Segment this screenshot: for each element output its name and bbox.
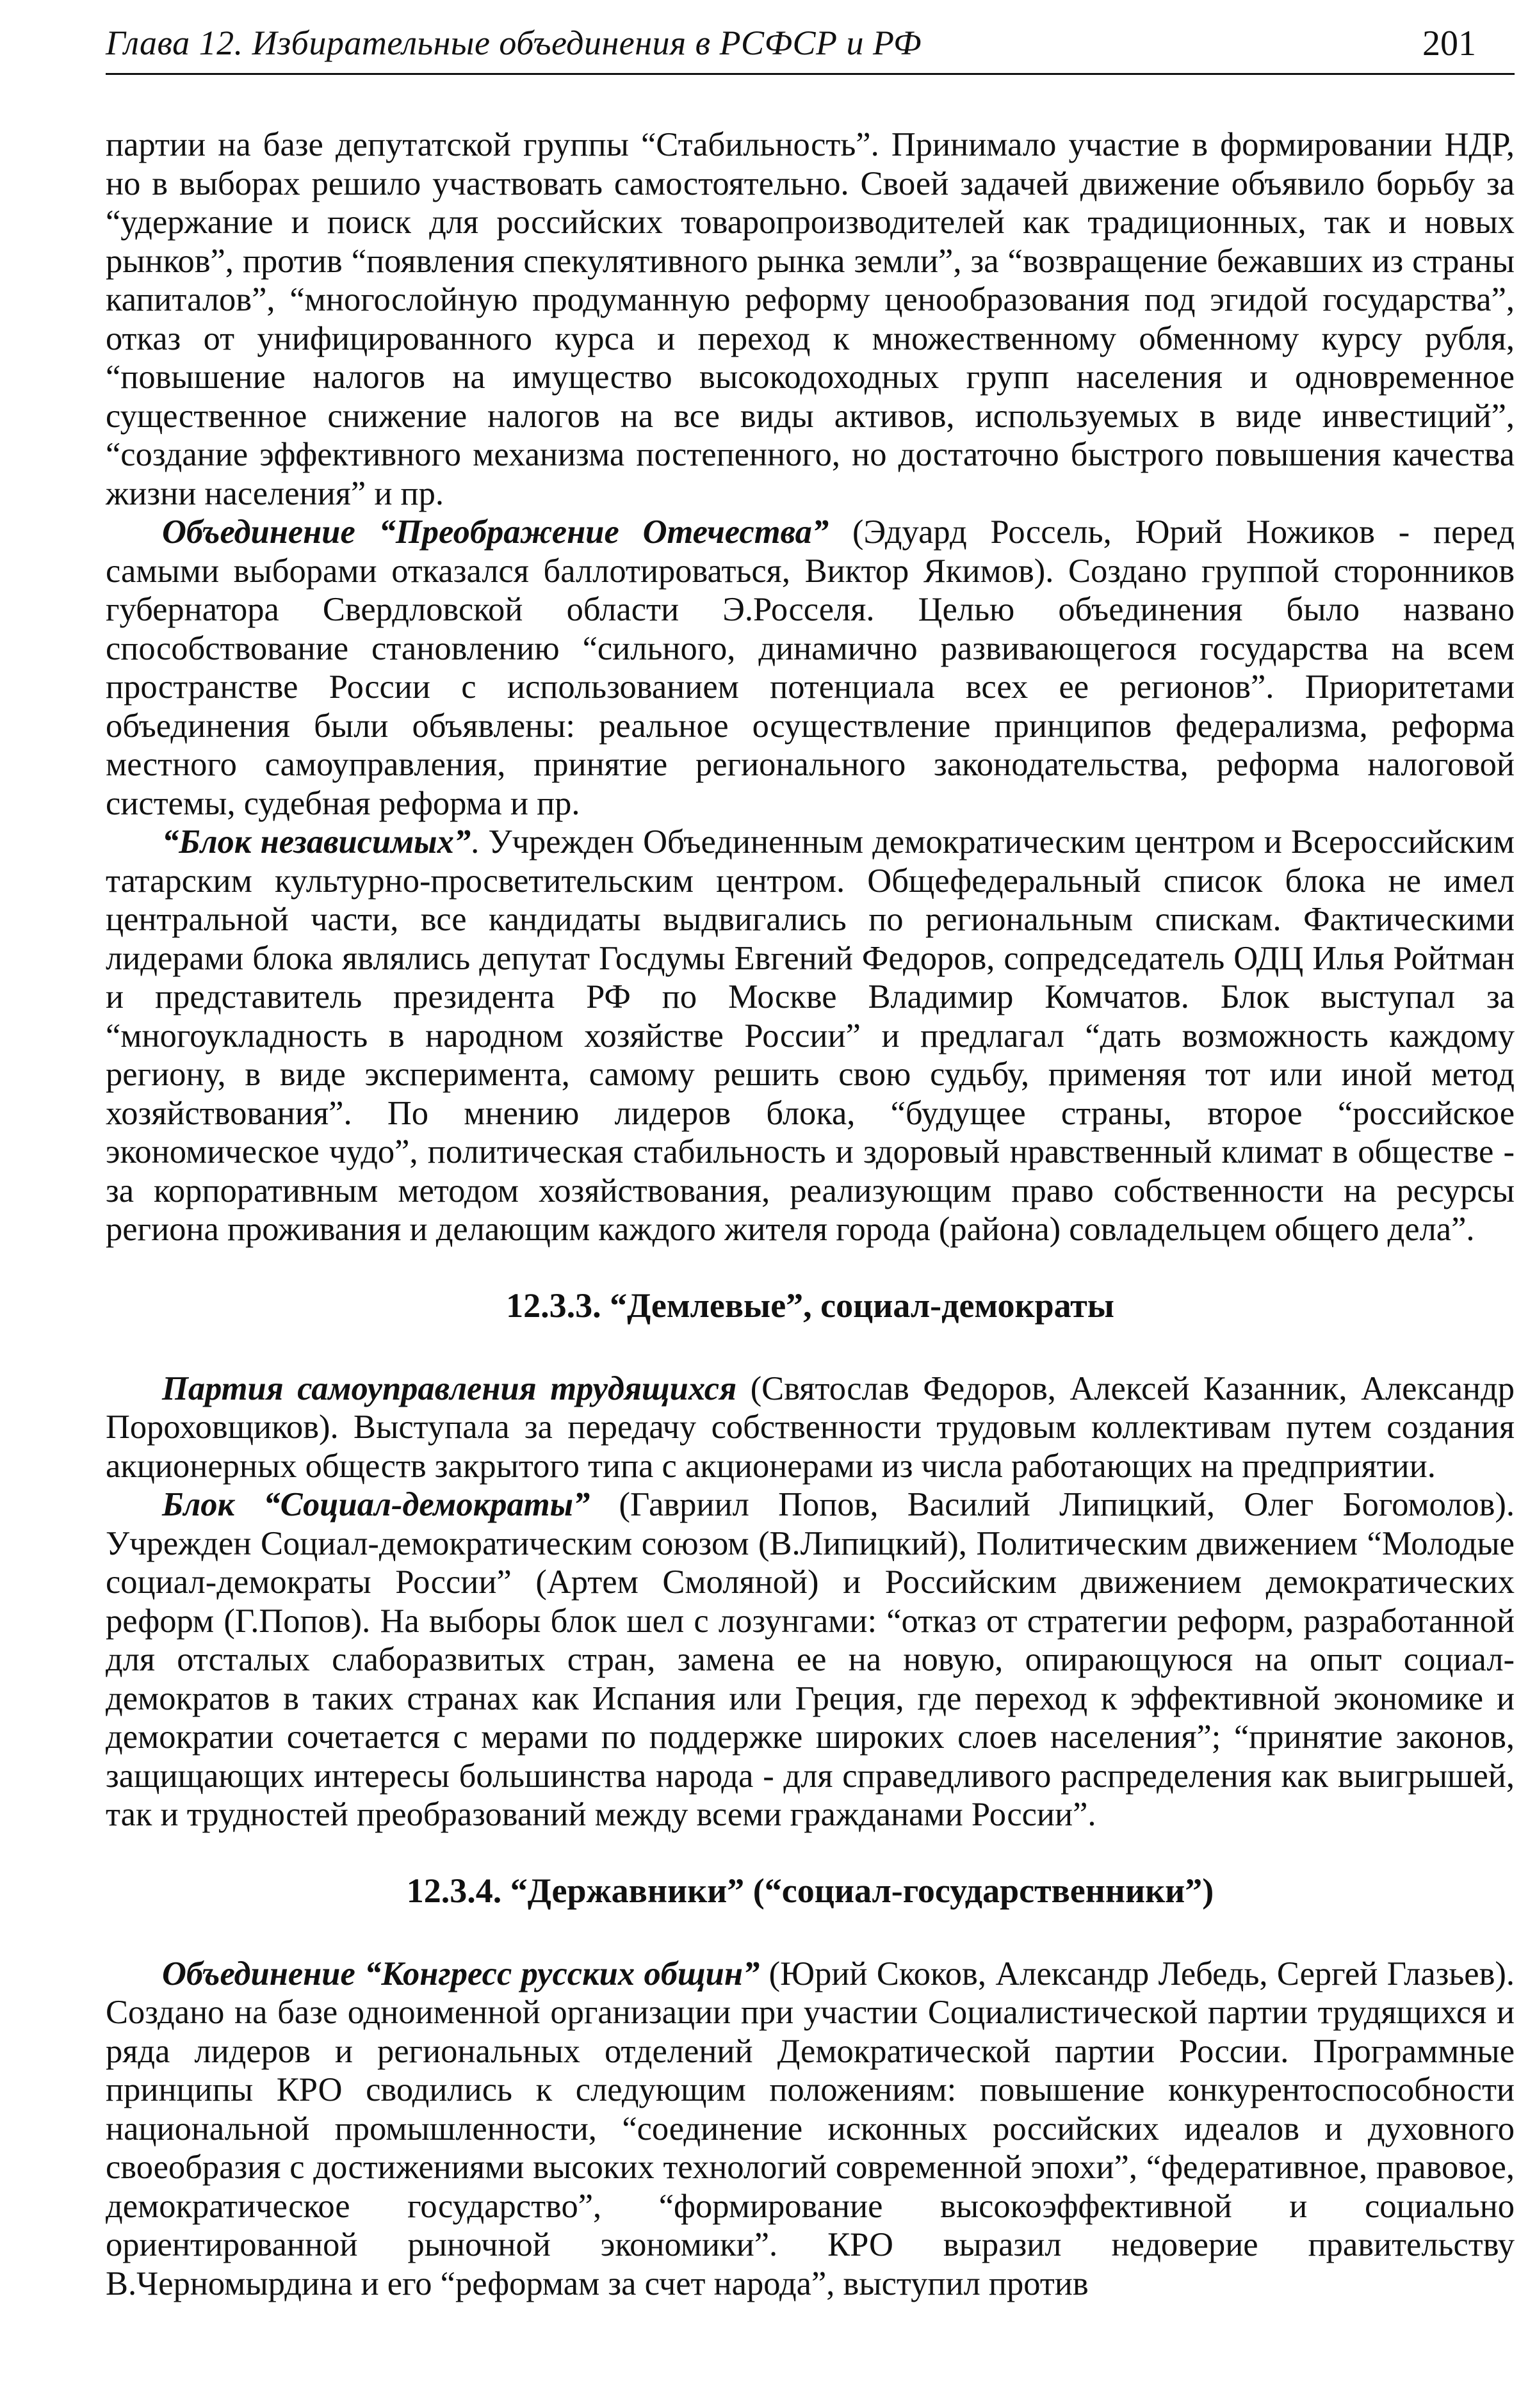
running-header [106,14,1515,75]
paragraph-preobrazhenie [106,513,1515,823]
paragraph-text: . Учрежден Объединенным демократическим центром и Всероссийским татарским культурно-просветительским центром. Общефедеральный список блока не имел центральной части, все кандидаты выдвигались по региональным спискам. Фактическими лидерами блока являлись депутат Госдумы Евгений Федоров, сопредседатель ОДЦ Илья Ройтман и представитель президента РФ по Москве Владимир Комчатов. Блок выступал за “многоукладность в народном хозяйстве России” и предлагал “дать возможность каждому региону, в виде эксперимента, самому решить свою судьбу, применяя тот или иной метод хозяйствования”. По мнению лидеров блока, “будущее страны, второе “российское экономическое чудо”, политическая стабильность и здоровый нравственный климат в обществе - за корпоративным методом хозяйствования, реализующим право собственности на ресурсы региона проживания и делающим каждого жителя города (района) совладельцем общего дела”. [106,823,1515,1248]
paragraph-lead: Объединение “Преображение Отечества” [162,513,829,551]
paragraph-lead: “Блок независимых” [162,823,471,861]
page-number: 201 [1422,24,1476,63]
paragraph-lead: Блок “Социал-демократы” [162,1486,590,1523]
paragraph-continuation [106,125,1515,513]
paragraph-text: партии на базе депутатской группы “Стабильность”. Принимало участие в формировании НДР, но в выборах решило участвовать самостоятельно. Своей задачей движение объявило борьбу за “удержание и поиск для российских товаропроизводителей как традиционных, так и новых рынков”, против “появления спекулятивного рынка земли”, за “возвращение бежавших из страны капиталов”, “многослойную продуманную реформу ценообразования под эгидой государства”, отказ от унифицированного курса и переход к множественному обменному курсу рубля, “повышение налогов на имущество высокодоходных групп населения и одновременное существенное снижение налогов на все виды активов, используемых в виде инвестиций”, “создание эффективного механизма постепенного, но достаточно быстрого повышения качества жизни населения” и пр. [106,126,1515,512]
section-heading: 12.3.4. “Державники” (“социал-государственники”) [406,1871,1214,1910]
paragraph-lead: Объединение “Конгресс русских общин” [162,1955,760,1992]
paragraph-text: (Эдуард Россель, Юрий Ножиков - перед самыми выборами отказался баллотироваться, Виктор Якимов). Создано группой сторонников губернатора Свердловской области Э.Росселя. Целью объединения было названо способствование становлению “сильного, динамично развивающегося государства на всем пространстве России с использованием потенциала всех ее регионов”. Приоритетами объединения были объявлены: реальное осуществление принципов федерализма, реформа местного самоуправления, принятие регионального законодательства, реформа налоговой системы, судебная реформа и пр. [106,513,1515,822]
paragraph-text: (Святослав Федоров, Алексей Казанник, Александр Пороховщиков). Выступала за передачу собственности трудовым коллективам путем создания акционерных обществ закрытого типа с акционерами из числа работающих на предприятии. [106,1370,1515,1485]
paragraph-text: (Юрий Скоков, Александр Лебедь, Сергей Глазьев). Создано на базе одноименной организации при участии Социалистической партии трудящихся и ряда лидеров и региональных отделений Демократической партии России. Программные принципы КРО сводились к следующим положениям: повышение конкурентоспособности национальной промышленности, “соединение исконных российских идеалов и духовного своеобразия с достижениями высоких технологий современной эпохи”, “федеративное, правовое, демократическое государство”, “формирование высокоэффективной и социально ориентированной рыночной экономики”. КРО выразил недоверие правительству В.Черномырдина и его “реформам за счет народа”, выступил против [106,1955,1515,2302]
paragraph-partiya-samoupravleniya [106,1370,1515,1486]
paragraph-text: (Гавриил Попов, Василий Липицкий, Олег Богомолов). Учрежден Социал-демократическим союзом (В.Липицкий), Политическим движением “Молодые социал-демократы России” (Артем Смоляной) и Российским движением демократических реформ (Г.Попов). На выборы блок шел с лозунгами: “отказ от стратегии реформ, разработанной для отсталых слаборазвитых стран, замена ее на новую, опирающуюся на опыт социал-демократов в таких странах как Испания или Греция, где переход к эффективной экономике и демократии сочетается с мерами по поддержке широких слоев населения”; “принятие законов, защищающих интересы большинства народа - для справедливого распределения как выигрышей, так и трудностей преобразований между всеми гражданами России”. [106,1486,1515,1833]
chapter-title: Глава 12. Избирательные объединения в РСФСР и РФ [106,24,922,62]
paragraph-social-democrats [106,1485,1515,1834]
paragraph-blok-nezavisimykh [106,823,1515,1249]
page-body [106,125,1515,2303]
book-page [106,0,1515,2408]
section-heading: 12.3.3. “Демлевые”, социал-демократы [506,1286,1114,1325]
paragraph-kro [106,1955,1515,2304]
paragraph-lead: Партия самоуправления трудящихся [162,1370,737,1407]
